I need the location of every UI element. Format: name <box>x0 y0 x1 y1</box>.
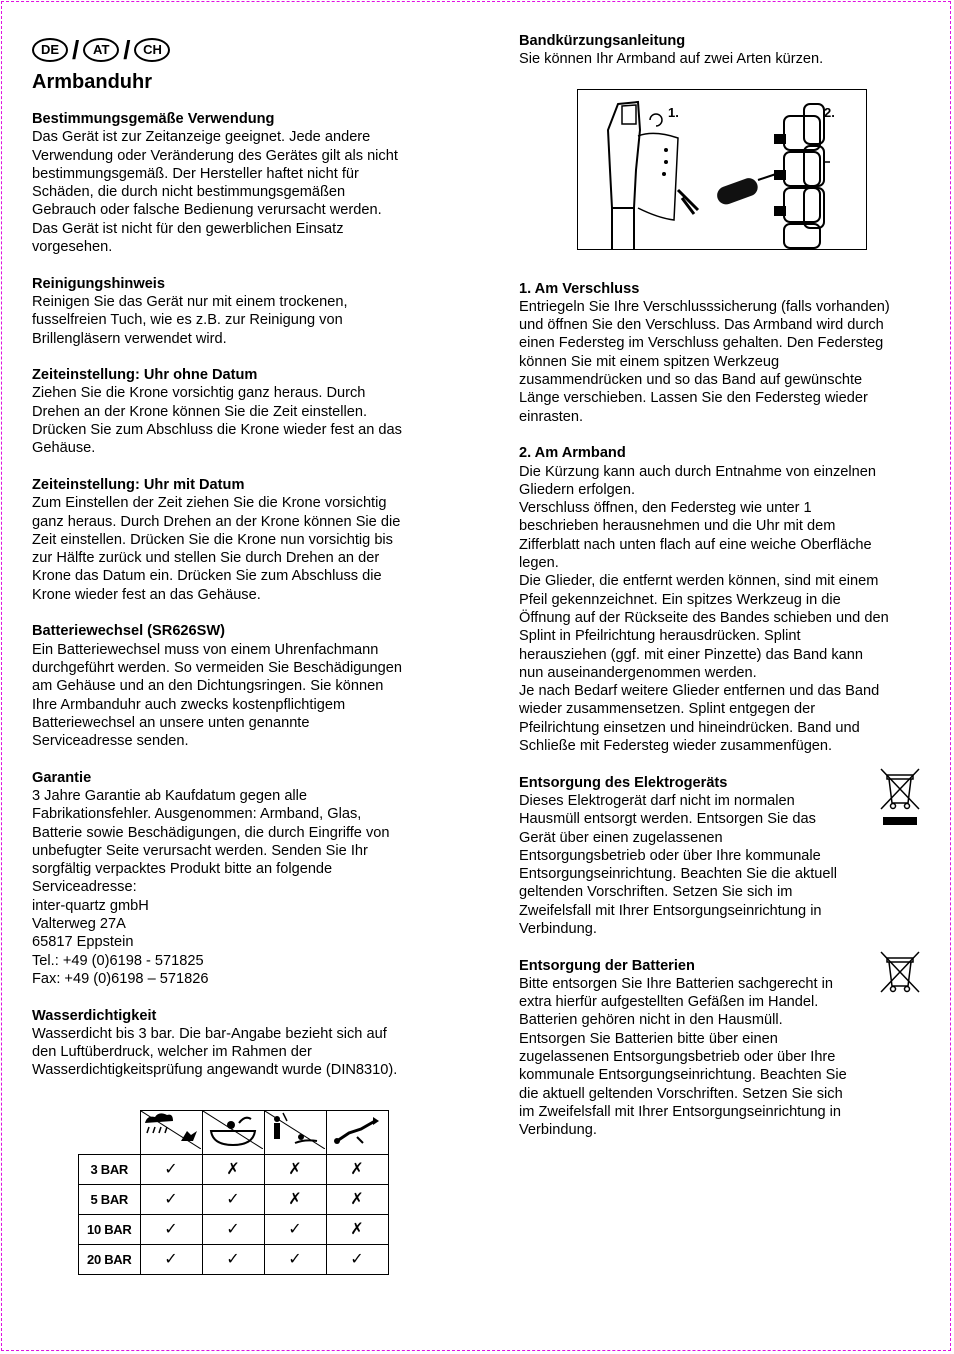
table-cell: ✗ <box>202 1155 264 1185</box>
section-disposal-batteries <box>519 957 931 1140</box>
section-clasp <box>519 280 931 426</box>
section-text: Entriegeln Sie Ihre Verschlusssicherung (falls vorhanden) und öffnen Sie den Verschluss. Das Armband wird durch einen Federsteg im Verschluss gehalten. Den Federsteg können Sie mit einem spitzen Werkzeug zusammendrücken und so das Band auf gewünschte Länge verschieben. Lassen Sie den Federsteg wieder einrasten. <box>519 298 890 425</box>
table-cell: ✗ <box>326 1155 388 1185</box>
table-cell: ✓ <box>140 1185 202 1215</box>
section-text: Ein Batteriewechsel muss von einem Uhrenfachmann durchgeführt werden. So vermeiden Sie Beschädigungen am Gehäuse und an den Dichtungsringen. Sie können Ihre Armbanduhr auch zwecks kostenpflichtigem Batteriewechsel an unsere unten genannte Serviceadresse senden. <box>32 641 402 750</box>
country-badges: DE / AT / CH <box>32 36 452 64</box>
page-title: Armbanduhr <box>32 71 152 93</box>
section-text: Das Gerät ist zur Zeitanzeige geeignet. Jede andere Verwendung oder Veränderung des Gerätes gilt als nicht bestimmungsgemäß. Der Hersteller haftet nicht für Schäden, die durch nicht bestimmungsgemäßen Gebrauch oder falsche Bedienung verursacht werden. Das Gerät ist nicht für den gewerblichen Einsatz vorgesehen. <box>32 129 398 256</box>
figure-label-1: 1. <box>668 105 679 120</box>
table-cell: ✓ <box>326 1245 388 1275</box>
rain-splash-icon <box>140 1111 202 1155</box>
section-heading: Wasserdichtigkeit <box>32 1007 157 1024</box>
table-cell: ✓ <box>202 1215 264 1245</box>
table-cell: ✗ <box>326 1215 388 1245</box>
table-cell: ✗ <box>326 1185 388 1215</box>
section-cleaning <box>32 275 452 348</box>
table-cell: ✓ <box>264 1245 326 1275</box>
section-heading: 2. Am Armband <box>519 445 626 462</box>
table-row <box>79 1215 389 1245</box>
section-text: Zum Einstellen der Zeit ziehen Sie die Krone vorsichtig ganz heraus. Durch Drehen an der Krone können Sie die Zeit einstellen. Drücken Sie die Krone nun vorsichtig bis zur Hälfte zurück und stellen Sie durch Drehen an der Krone das Datum ein. Drücken Sie zum Abschluss die Krone wieder fest an das Gehäuse. <box>32 495 401 603</box>
section-heading: Bestimmungsgemäße Verwendung <box>32 111 275 127</box>
figure-label-2: 2. <box>824 105 835 120</box>
country-badge-ch: CH <box>134 38 170 62</box>
section-heading: Zeiteinstellung: Uhr mit Datum <box>32 476 245 493</box>
bar-label: 10 BAR <box>79 1215 141 1245</box>
country-badge-at: AT <box>83 38 119 62</box>
table-cell: ✗ <box>264 1185 326 1215</box>
table-cell: ✗ <box>264 1155 326 1185</box>
section-heading: Reinigungshinweis <box>32 275 165 292</box>
section-battery <box>32 622 452 750</box>
section-band <box>519 444 931 755</box>
band-intro: Sie können Ihr Armband auf zwei Arten kürzen. <box>519 51 824 68</box>
section-heading: Zeiteinstellung: Uhr ohne Datum <box>32 367 258 384</box>
section-text: Wasserdicht bis 3 bar. Die bar-Angabe bezieht sich auf den Luftüberdruck, welcher im Rahmen der Wasserdichtigkeitsprüfung angewandt wurde (DIN8310). <box>32 1025 398 1079</box>
section-text: 3 Jahre Garantie ab Kaufdatum gegen alle Fabrikationsfehler. Ausgenommen: Armband, Glas, Batterie sowie Beschädigungen, die durch Eingriffe von unbefugter Seite verursacht werden. Senden Sie Ihr sorgfältig verpacktes Produkt bitte an folgende Serviceadresse: inter-quartz gmbH Valterweg 27A 65817 Eppstein Tel.: +49 (0)6198 - 571825 Fax: +49 (0)6198 – 571826 <box>32 787 390 987</box>
section-time-with-date <box>32 476 452 604</box>
crossed-out-bin-battery-icon <box>879 950 921 994</box>
table-cell: ✓ <box>202 1185 264 1215</box>
section-text: Die Kürzung kann auch durch Entnahme von einzelnen Gliedern erfolgen. Verschluss öffnen, den Federsteg wie unter 1 beschrieben herausnehmen und die Uhr mit dem Zifferblatt nach unten flach auf eine weiche Oberfläche legen. Die Glieder, die entfernt werden können, sind mit einem Pfeil gekennzeichnet. Ein spitzes Werkzeug in die Öffnung auf der Rückseite des Bandes schieben und den Splint in Pfeilrichtung herausdrücken. Splint herausziehen (ggf. mit einer Pinzette) das Band kann nun auseinandergenommen werden. Je nach Bedarf weitere Glieder entfernen und das Band wieder zusammensetzen. Splint entgegen der Pfeilrichtung einsetzen und hineindrücken. Band und Schließe mit Federsteg wieder zusammenfügen. <box>519 463 889 755</box>
table-row <box>79 1185 389 1215</box>
bar-label: 20 BAR <box>79 1245 141 1275</box>
crossed-out-bin-icon <box>879 767 921 829</box>
section-disposal-device <box>519 774 931 939</box>
section-water-resistance <box>32 1007 452 1080</box>
section-text: Reinigen Sie das Gerät nur mit einem trockenen, fusselfreien Tuch, wie es z.B. zur Reinigung von Brillengläsern verwendet wird. <box>32 293 348 347</box>
section-text: Bitte entsorgen Sie Ihre Batterien sachgerecht in extra hierfür aufgestellten Gefäßen im Handel. Batterien gehören nicht in den Hausmüll. Entsorgen Sie Batterien bitte über einen zugelassenen Entsorgungsbetrieb oder über Ihre kommunale Entsorgungseinrichtung. Beachten Sie die aktuell geltenden Vorschriften. Setzen Sie sich im Zweifelsfall mit Ihrer Entsorgungseinrichtung in Verbindung. <box>519 975 847 1139</box>
section-heading: 1. Am Verschluss <box>519 280 640 297</box>
section-heading: Batteriewechsel (SR626SW) <box>32 623 226 640</box>
section-warranty <box>32 769 452 989</box>
band-shortening-illustration <box>578 90 866 249</box>
left-column <box>32 36 452 1098</box>
diving-icon <box>326 1111 388 1155</box>
table-cell: ✓ <box>202 1245 264 1275</box>
band-heading: Bandkürzungsanleitung <box>519 33 686 49</box>
section-heading: Entsorgung der Batterien <box>519 957 695 974</box>
section-intended-use <box>32 110 452 256</box>
bar-label: 3 BAR <box>79 1155 141 1185</box>
table-row <box>79 1155 389 1185</box>
section-text: Ziehen Sie die Krone vorsichtig ganz heraus. Durch Drehen an der Krone können Sie die Zeit einstellen. Drücken Sie zum Abschluss die Krone wieder fest an das Gehäuse. <box>32 385 402 457</box>
section-text: Dieses Elektrogerät darf nicht im normalen Hausmüll entsorgt werden. Entsorgen Sie das Gerät über einen zugelassenen Entsorgungsbetrieb oder über Ihre kommunale Entsorgungseinrichtung. Beachten Sie die aktuell geltenden Vorschriften. Setzen Sie sich im Zweifelsfall mit Ihrer Entsorgungseinrichtung in Verbindung. <box>519 792 838 937</box>
band-shortening-figure <box>577 89 867 250</box>
section-time-no-date <box>32 366 452 457</box>
table-cell: ✓ <box>140 1245 202 1275</box>
table-cell: ✓ <box>140 1215 202 1245</box>
section-heading: Garantie <box>32 769 92 786</box>
water-resistance-table <box>78 1110 389 1275</box>
table-cell: ✓ <box>264 1215 326 1245</box>
bar-label: 5 BAR <box>79 1185 141 1215</box>
table-row <box>79 1245 389 1275</box>
table-cell: ✓ <box>140 1155 202 1185</box>
country-badge-de: DE <box>32 38 68 62</box>
bath-icon <box>202 1111 264 1155</box>
shower-swim-icon <box>264 1111 326 1155</box>
section-heading: Entsorgung des Elektrogeräts <box>519 774 728 791</box>
